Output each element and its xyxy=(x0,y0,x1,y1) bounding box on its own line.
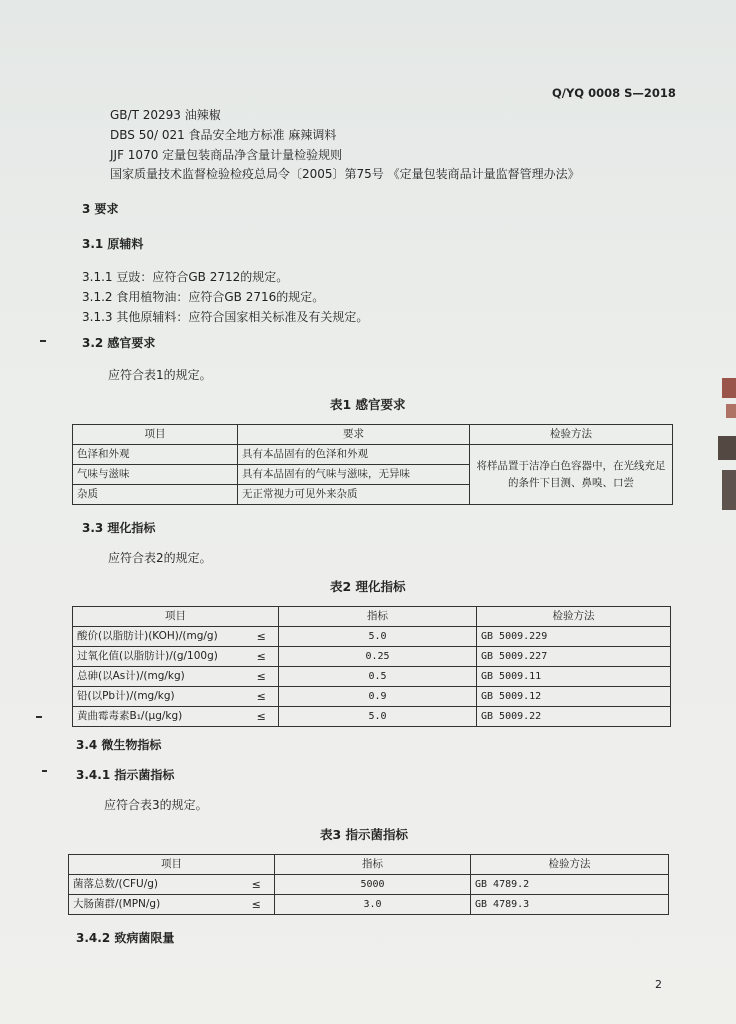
section-heading: 3.4.1 指示菌指标 xyxy=(76,768,175,782)
operator-cell: ≤ xyxy=(245,627,279,647)
reference-line: DBS 50/ 021 食品安全地方标准 麻辣调料 xyxy=(110,128,337,142)
table-header-row xyxy=(69,855,669,875)
table-physicochemical xyxy=(72,606,671,727)
method-cell: GB 5009.229 xyxy=(477,627,671,647)
body-text: 应符合表1的规定。 xyxy=(108,368,212,382)
table-indicator-bacteria xyxy=(68,854,669,915)
item-cell: 过氧化值(以脂肪计)/(g/100g) xyxy=(73,647,245,667)
operator-cell: ≤ xyxy=(239,875,275,895)
item-cell: 杂质 xyxy=(73,485,238,505)
operator-cell: ≤ xyxy=(245,687,279,707)
scan-mark xyxy=(42,770,47,772)
section-heading: 3.3 理化指标 xyxy=(82,521,156,535)
header-cell: 检验方法 xyxy=(471,855,669,875)
header-cell: 项目 xyxy=(69,855,275,875)
section-heading: 3.4 微生物指标 xyxy=(76,738,162,752)
section-heading: 3 要求 xyxy=(82,202,119,216)
seal-fragment xyxy=(722,470,736,510)
method-cell: GB 4789.2 xyxy=(471,875,669,895)
method-cell: GB 5009.12 xyxy=(477,687,671,707)
item-cell: 酸价(以脂肪计)(KOH)/(mg/g) xyxy=(73,627,245,647)
item-cell: 大肠菌群/(MPN/g) xyxy=(69,895,239,915)
seal-fragment xyxy=(718,436,736,460)
seal-fragment xyxy=(722,378,736,398)
table-header-row xyxy=(73,607,671,627)
header-cell: 检验方法 xyxy=(477,607,671,627)
table-row xyxy=(69,895,669,915)
value-cell: 5.0 xyxy=(279,627,477,647)
section-heading: 3.2 感官要求 xyxy=(82,336,156,350)
value-cell: 3.0 xyxy=(275,895,471,915)
header-cell: 指标 xyxy=(275,855,471,875)
header-cell: 要求 xyxy=(238,425,470,445)
table-sensory xyxy=(72,424,673,505)
method-cell: GB 5009.227 xyxy=(477,647,671,667)
method-cell: GB 5009.22 xyxy=(477,707,671,727)
item-cell: 菌落总数/(CFU/g) xyxy=(69,875,239,895)
table-row xyxy=(73,707,671,727)
doc-code: Q/YQ 0008 S—2018 xyxy=(552,86,676,100)
table-row xyxy=(73,627,671,647)
body-text: 应符合表3的规定。 xyxy=(104,798,208,812)
item-cell: 总砷(以As计)/(mg/kg) xyxy=(73,667,245,687)
value-cell: 0.5 xyxy=(279,667,477,687)
table-row xyxy=(73,687,671,707)
clause-text: 3.1.2 食用植物油：应符合GB 2716的规定。 xyxy=(82,290,325,304)
table-caption: 表3 指示菌指标 xyxy=(320,827,409,842)
item-cell: 色泽和外观 xyxy=(73,445,238,465)
requirement-cell: 无正常视力可见外来杂质 xyxy=(238,485,470,505)
table-header-row xyxy=(73,425,673,445)
clause-text: 3.1.1 豆豉：应符合GB 2712的规定。 xyxy=(82,270,289,284)
value-cell: 5.0 xyxy=(279,707,477,727)
header-cell: 项目 xyxy=(73,607,279,627)
table-row xyxy=(69,875,669,895)
operator-cell: ≤ xyxy=(245,647,279,667)
requirement-cell: 具有本品固有的气味与滋味，无异味 xyxy=(238,465,470,485)
requirement-cell: 具有本品固有的色泽和外观 xyxy=(238,445,470,465)
operator-cell: ≤ xyxy=(245,667,279,687)
clause-text: 3.1.3 其他原辅料：应符合国家相关标准及有关规定。 xyxy=(82,310,369,324)
method-cell: 将样品置于洁净白色容器中，在光线充足的条件下目测、鼻嗅、口尝 xyxy=(470,445,673,505)
table-caption: 表1 感官要求 xyxy=(330,397,406,412)
operator-cell: ≤ xyxy=(239,895,275,915)
header-cell: 项目 xyxy=(73,425,238,445)
scan-mark xyxy=(40,340,46,342)
header-cell: 指标 xyxy=(279,607,477,627)
value-cell: 5000 xyxy=(275,875,471,895)
page-number: 2 xyxy=(655,978,662,991)
section-heading: 3.1 原辅料 xyxy=(82,237,144,251)
table-row xyxy=(73,667,671,687)
table-row xyxy=(73,445,673,465)
header-cell: 检验方法 xyxy=(470,425,673,445)
item-cell: 铅(以Pb计)/(mg/kg) xyxy=(73,687,245,707)
section-heading: 3.4.2 致病菌限量 xyxy=(76,931,175,945)
body-text: 应符合表2的规定。 xyxy=(108,551,212,565)
item-cell: 黄曲霉毒素B₁/(μg/kg) xyxy=(73,707,245,727)
value-cell: 0.9 xyxy=(279,687,477,707)
method-cell: GB 5009.11 xyxy=(477,667,671,687)
scan-mark xyxy=(36,716,42,718)
method-cell: GB 4789.3 xyxy=(471,895,669,915)
seal-fragment xyxy=(726,404,736,418)
reference-line: JJF 1070 定量包装商品净含量计量检验规则 xyxy=(110,148,343,162)
operator-cell: ≤ xyxy=(245,707,279,727)
reference-line: 国家质量技术监督检验检疫总局令〔2005〕第75号 《定量包装商品计量监督管理办法》 xyxy=(110,167,580,181)
table-caption: 表2 理化指标 xyxy=(330,579,406,594)
reference-line: GB/T 20293 油辣椒 xyxy=(110,108,221,122)
table-row xyxy=(73,647,671,667)
item-cell: 气味与滋味 xyxy=(73,465,238,485)
value-cell: 0.25 xyxy=(279,647,477,667)
